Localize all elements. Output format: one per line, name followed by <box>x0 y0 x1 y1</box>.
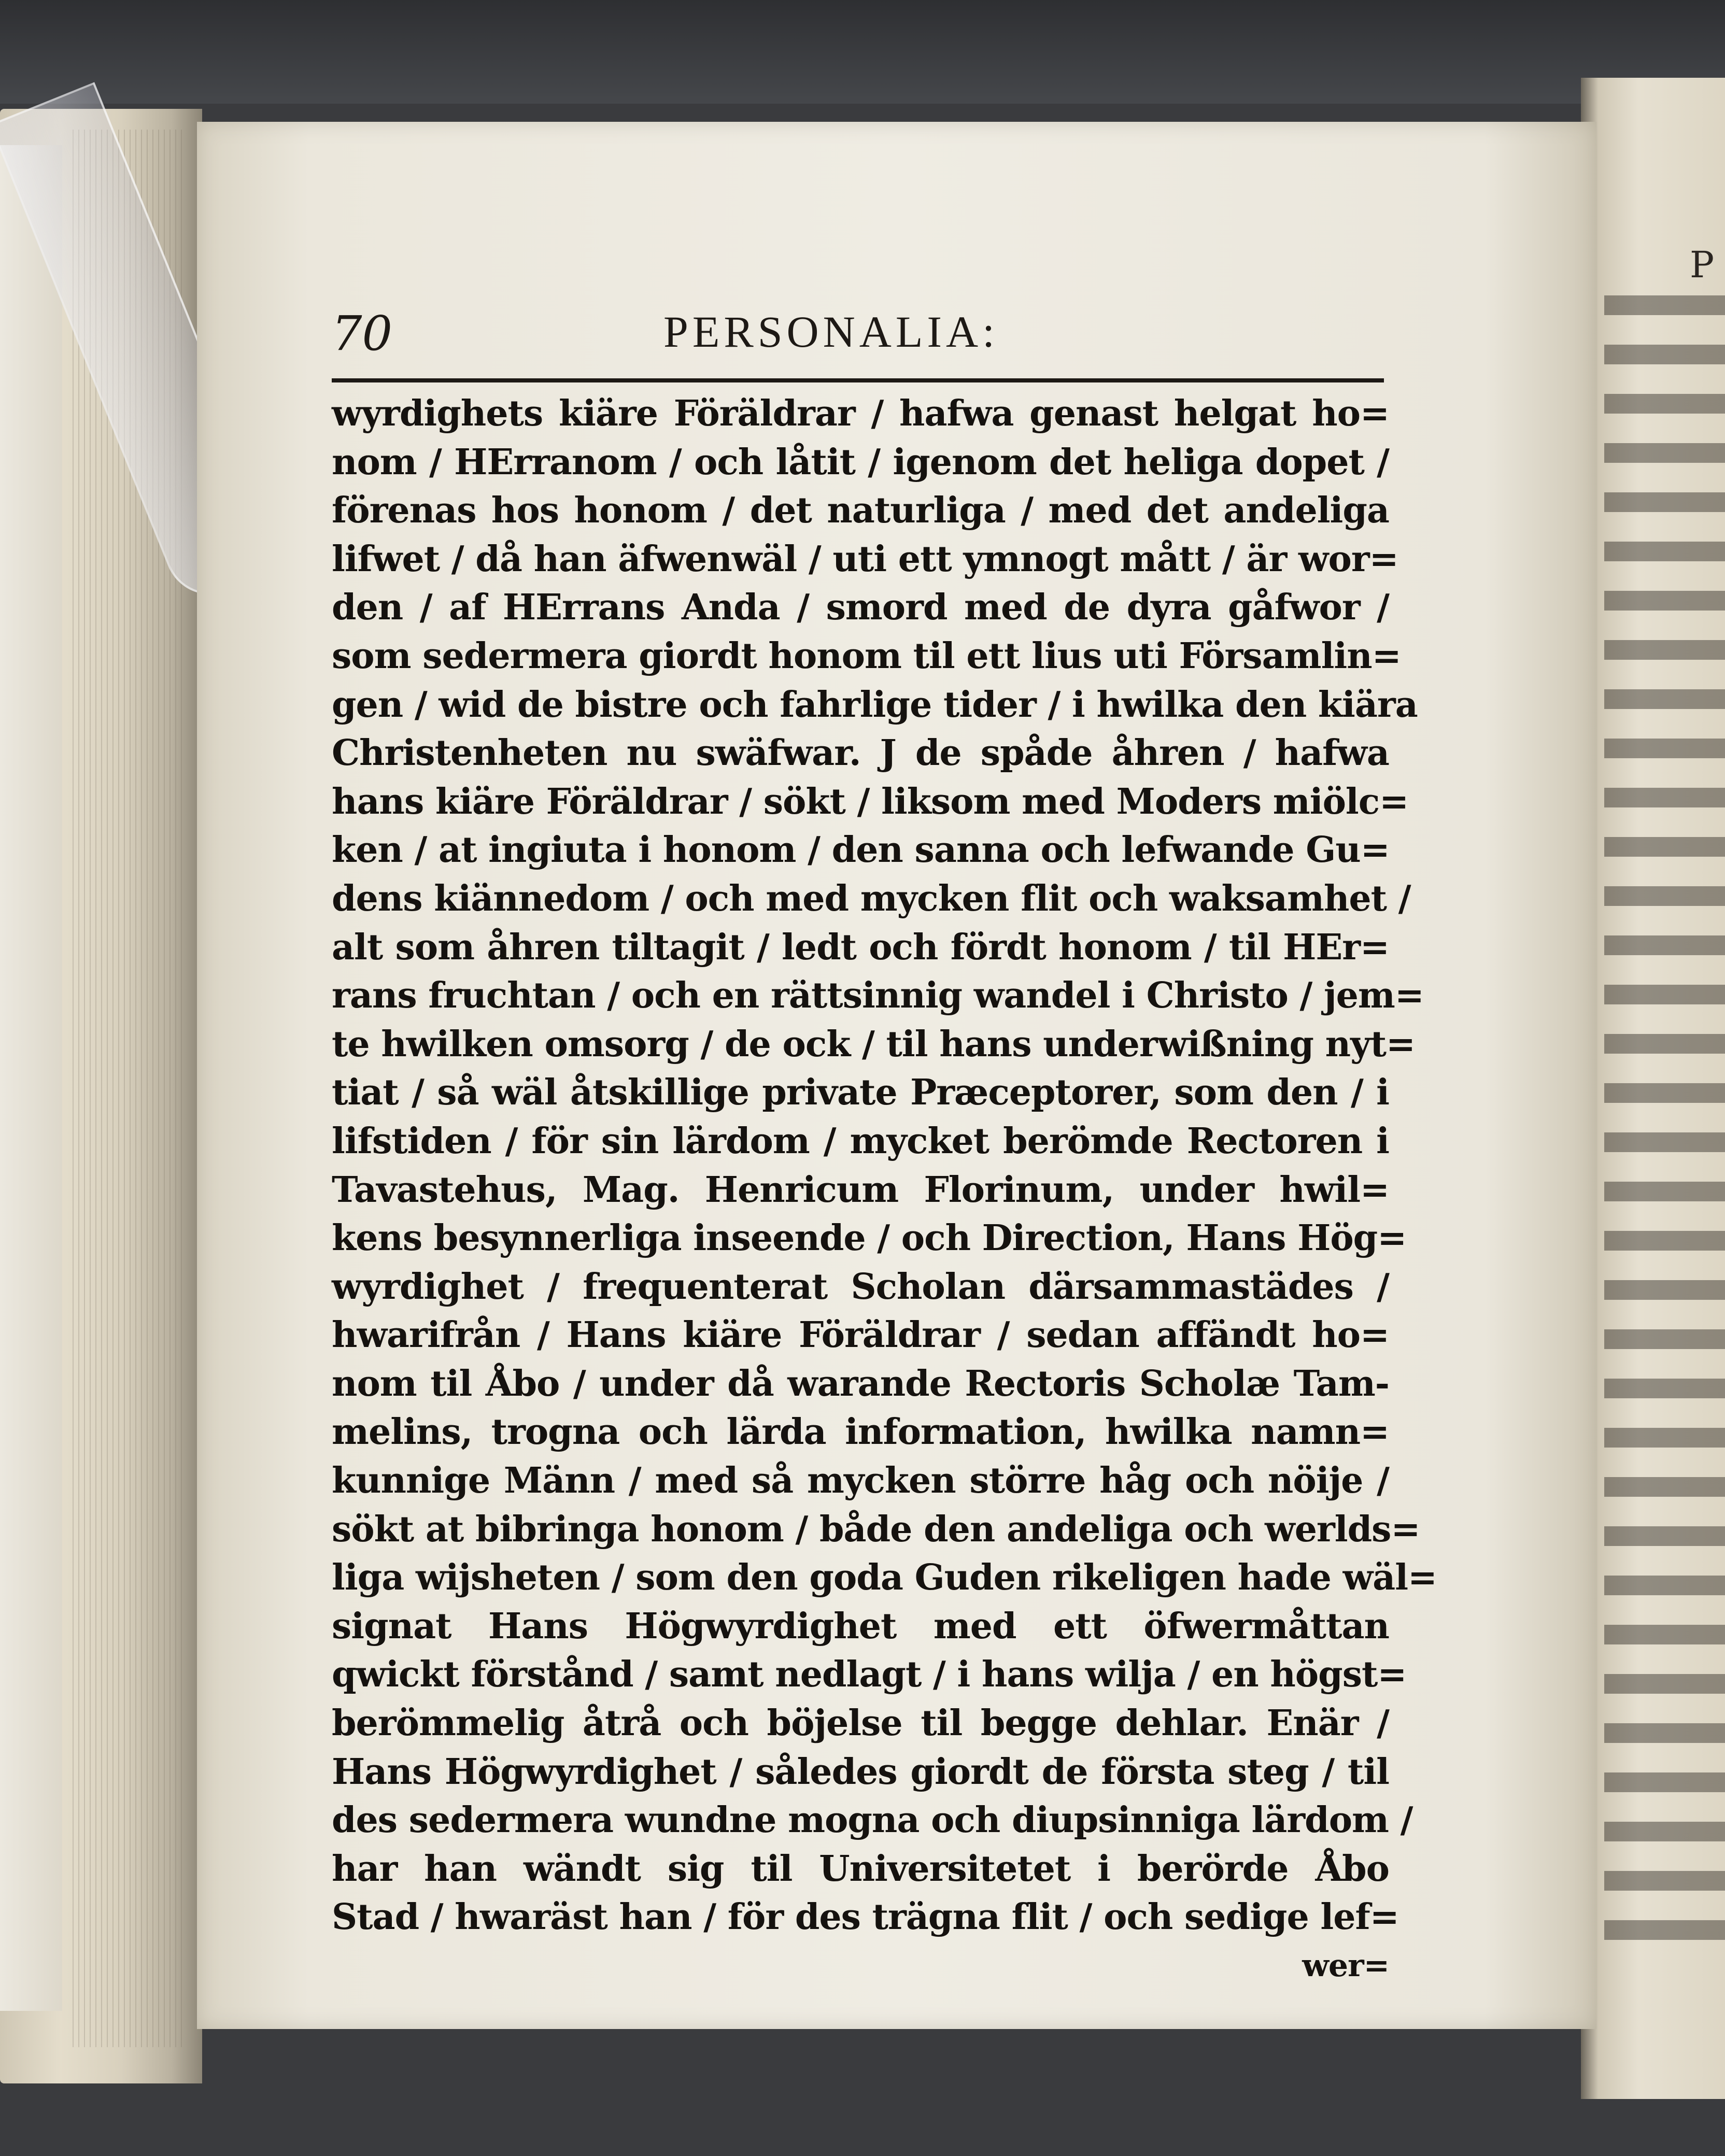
text-line: förenas hos honom / det naturliga / med det andeliga <box>332 490 1389 532</box>
text-line: dens kiännedom / och med mycken flit och waksamhet / <box>332 877 1411 919</box>
text-line: te hwilken omsorg / de ock / til hans underwißning nyt= <box>332 1023 1415 1065</box>
text-line: kens besynnerliga inseende / och Direction, Hans Hög= <box>332 1217 1407 1259</box>
header-rule <box>332 378 1384 382</box>
text-line: rans fruchtan / och en rättsinnig wandel i Christo / jem= <box>332 975 1424 1017</box>
text-line: wyrdighet / frequenterat Scholan därsammastädes / <box>332 1266 1389 1308</box>
text-line: melins, trogna och lärda information, hwilka namn= <box>332 1411 1389 1453</box>
text-line: des sedermera wundne mogna och diupsinniga lärdom / <box>332 1799 1413 1841</box>
text-line: tiat / så wäl åtskillige private Præceptorer, som den / i <box>332 1072 1389 1114</box>
text-line: Hans Högwyrdighet / således giordt de första steg / til <box>332 1751 1389 1793</box>
text-line: sökt at bibringa honom / både den andeliga och werlds= <box>332 1508 1420 1550</box>
text-line: nom / HErranom / och låtit / igenom det heliga dopet / <box>332 441 1389 483</box>
text-line: som sedermera giordt honom til ett lius uti Församlin= <box>332 635 1401 677</box>
catchword: wer= <box>1302 1948 1389 1984</box>
text-line: den / af HErrans Anda / smord med de dyra gåfwor / <box>332 587 1389 629</box>
text-line: Tavastehus, Mag. Henricum Florinum, under hwil= <box>332 1169 1389 1211</box>
text-line: lifwet / då han äfwenwäl / uti ett ymnogt mått / är wor= <box>332 538 1398 580</box>
text-line: berömmelig åtrå och böjelse til begge dehlar. Enär / <box>332 1703 1389 1744</box>
text-line: Stad / hwaräst han / för des trägna flit / och sedige lef= <box>332 1896 1399 1938</box>
text-line: alt som åhren tiltagit / ledt och fördt honom / til HEr= <box>332 926 1389 968</box>
text-line: Christenheten nu swäfwar. J de spåde åhren / hafwa <box>332 732 1389 774</box>
page-header <box>332 306 1379 373</box>
facing-page <box>1581 78 1725 2099</box>
facing-page-running-head: P <box>1690 244 1715 286</box>
text-line: hwarifrån / Hans kiäre Föräldrar / sedan affändt ho= <box>332 1314 1389 1356</box>
scanner-backdrop <box>0 0 1725 104</box>
text-line: signat Hans Högwyrdighet med ett öfwermåttan <box>332 1605 1389 1647</box>
tissue-guard <box>0 145 62 2011</box>
text-line: har han wändt sig til Universitetet i berörde Åbo <box>332 1848 1389 1890</box>
text-line: gen / wid de bistre och fahrlige tider / i hwilka den kiära <box>332 684 1418 726</box>
text-line: hans kiäre Föräldrar / sökt / liksom med Moders miölc= <box>332 781 1409 822</box>
text-line: nom til Åbo / under då warande Rectoris Scholæ Tam- <box>332 1363 1389 1405</box>
text-line: ken / at ingiuta i honom / den sanna och lefwande Gu= <box>332 829 1390 871</box>
text-line: kunnige Männ / med så mycken större håg och nöije / <box>332 1460 1389 1502</box>
text-line: wyrdighets kiäre Föräldrar / hafwa genast helgat ho= <box>332 393 1389 434</box>
text-line: qwickt förstånd / samt nedlagt / i hans wilja / en högst= <box>332 1654 1407 1696</box>
text-line: liga wijsheten / som den goda Guden rikeligen hade wäl= <box>332 1557 1437 1599</box>
body-text <box>332 390 1437 1991</box>
running-head: PERSONALIA: <box>663 307 999 357</box>
facing-page-text <box>1604 295 1725 1954</box>
text-line: lifstiden / för sin lärdom / mycket berömde Rectoren i <box>332 1120 1389 1162</box>
page-number: 70 <box>332 306 393 361</box>
